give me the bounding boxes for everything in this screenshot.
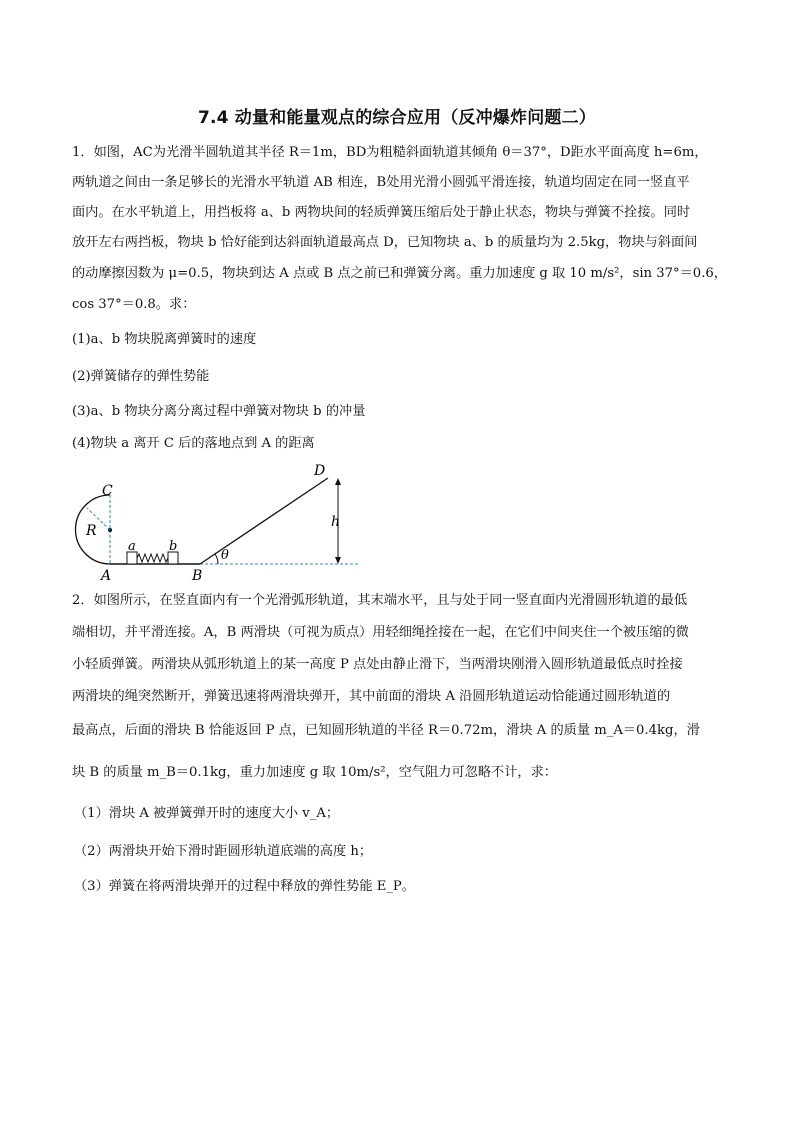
q2-line-1: 2．如图所示，在竖直面内有一个光滑弧形轨道，其末端水平，且与处于同一竖直面内光滑圆形轨道的最低	[72, 593, 688, 608]
label-a: a	[128, 539, 136, 554]
label-A: A	[101, 568, 112, 584]
q2-line-3: 小轻质弹簧。两滑块从弧形轨道上的某一高度 P 点处由静止滑下，当两滑块刚滑入圆形轨道最低点时拴接	[72, 657, 683, 672]
q1-part-2: (2)弹簧储存的弹性势能	[72, 369, 210, 384]
q1-line-3: 面内。在水平轨道上，用挡板将 a、b 两物块间的轻质弹簧压缩后处于静止状态，物块与弹簧不拴接。同时	[72, 205, 691, 220]
label-B: B	[192, 568, 203, 584]
page-title: 7.4 动量和能量观点的综合应用（反冲爆炸问题二）	[197, 108, 597, 128]
q1-line-4: 放开左右两挡板，物块 b 恰好能到达斜面轨道最高点 D，已知物块 a、b 的质量均为 2.5kg，物块与斜面间	[72, 235, 698, 250]
label-h: h	[331, 514, 341, 530]
q1-line-1: 1．如图，AC为光滑半圆轨道其半径 R＝1m，BD为粗糙斜面轨道其倾角 θ＝37°，D距水平面高度 h=6m，	[72, 145, 708, 160]
q1-line-2: 两轨道之间由一条足够长的光滑水平轨道 AB 相连，B处用光滑小圆弧平滑连接，轨道均固定在同一竖直平	[72, 175, 690, 190]
track-diagram	[70, 455, 370, 585]
q2-line-5: 最高点，后面的滑块 B 恰能返回 P 点，已知圆形轨道的半径 R＝0.72m，滑块 A 的质量 m_A＝0.4kg，滑	[72, 723, 700, 738]
q1-part-1: (1)a、b 物块脱离弹簧时的速度	[72, 332, 257, 347]
label-theta: θ	[221, 548, 229, 563]
label-b: b	[169, 539, 178, 554]
q1-part-4: (4)物块 a 离开 C 后的落地点到 A 的距离	[72, 436, 315, 451]
q1-part-3: (3)a、b 物块分离分离过程中弹簧对物块 b 的冲量	[72, 404, 366, 419]
label-R: R	[86, 523, 97, 539]
label-C: C	[102, 483, 113, 499]
q2-part-3: （3）弹簧在将两滑块弹开的过程中释放的弹性势能 E_P。	[74, 879, 415, 894]
q2-line-2: 端相切，并平滑连接。A，B 两滑块（可视为质点）用轻细绳拴接在一起，在它们中间夹住一个被压缩的微	[72, 625, 689, 640]
q2-part-1: （1）滑块 A 被弹簧弹开时的速度大小 v_A；	[74, 806, 340, 821]
q2-part-2: （2）两滑块开始下滑时距圆形轨道底端的高度 h；	[74, 844, 373, 859]
label-D: D	[314, 463, 326, 479]
q1-line-5: 的动摩擦因数为 μ=0.5，物块到达 A 点或 B 点之前已和弹簧分离。重力加速度 g 取 10 m/s²，sin 37°＝0.6，	[72, 266, 727, 281]
q2-line-4: 两滑块的绳突然断开，弹簧迅速将两滑块弹开，其中前面的滑块 A 沿圆形轨道运动恰能通过圆形轨道的	[72, 689, 671, 704]
q2-line-6: 块 B 的质量 m_B＝0.1kg，重力加速度 g 取 10m/s²，空气阻力可忽略不计，求：	[72, 765, 557, 780]
q1-line-6: cos 37°＝0.8。求：	[72, 297, 196, 312]
